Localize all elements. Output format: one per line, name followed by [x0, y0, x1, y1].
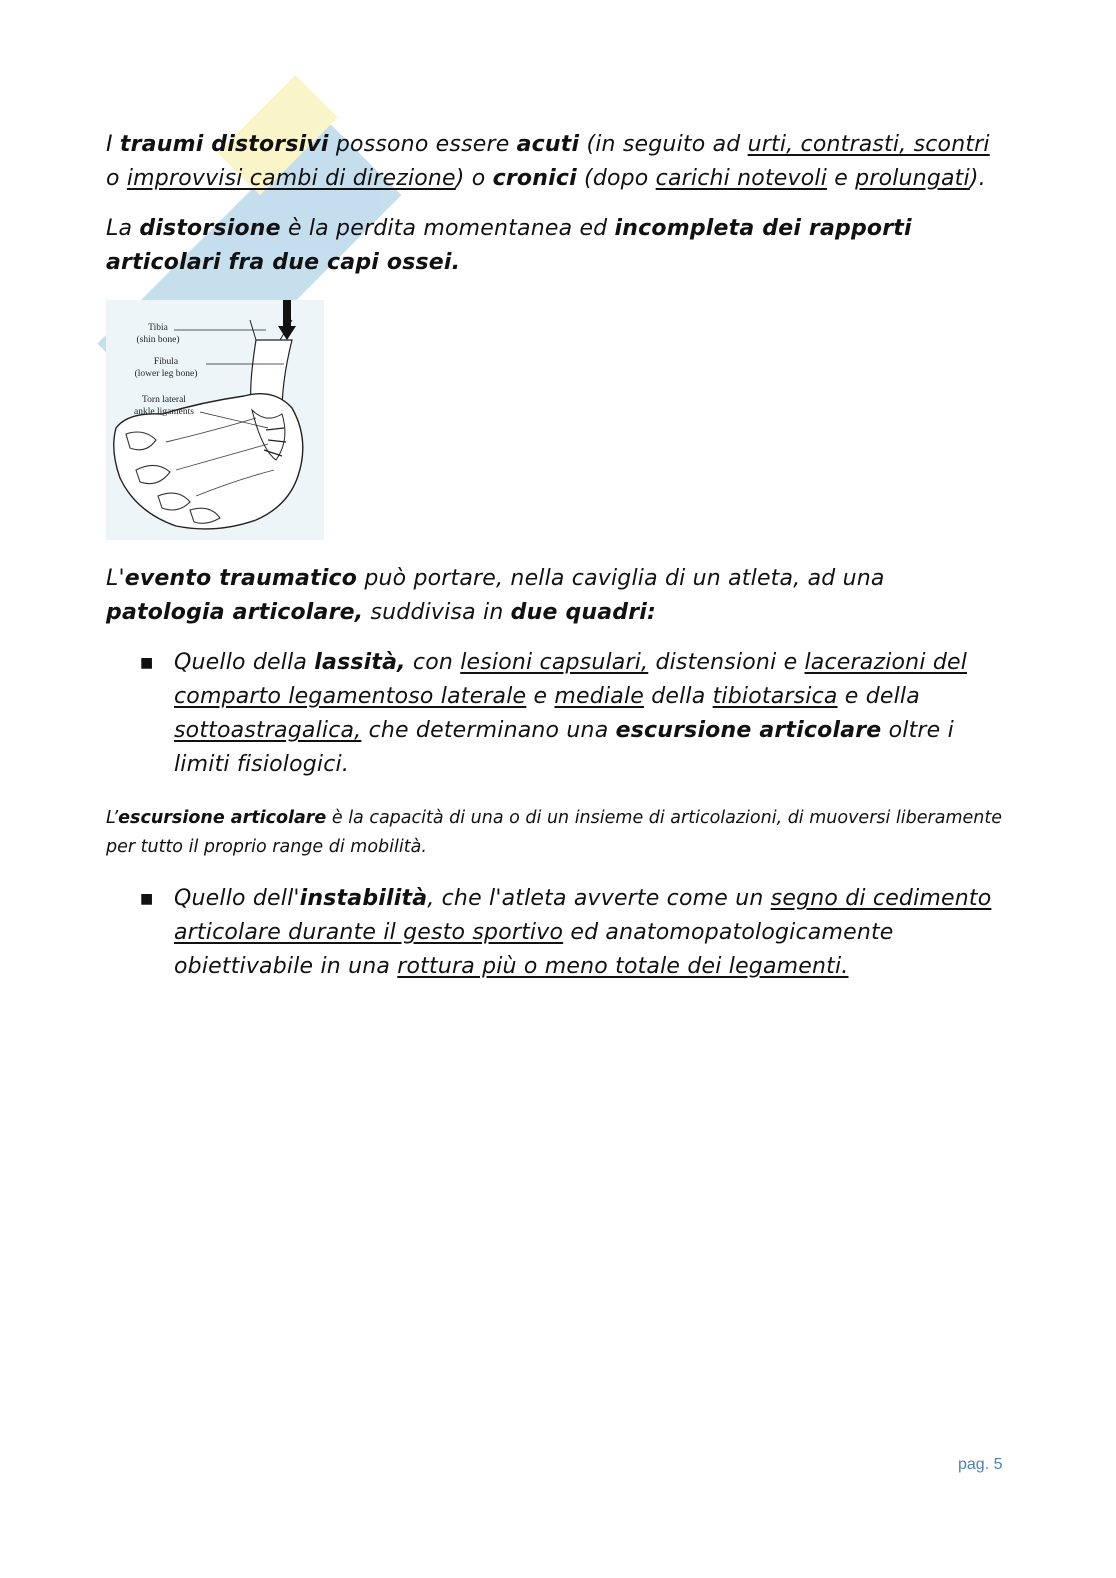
- text-run: oltre i limiti fisiologici.: [174, 718, 954, 777]
- page-number: pag. 5: [958, 1456, 1003, 1473]
- bullet-instabilita-text: [174, 882, 1006, 984]
- text-run: e: [526, 684, 555, 709]
- paragraph-traumi: [106, 128, 1006, 196]
- text-run: e della: [837, 684, 920, 709]
- text-run: distorsione: [139, 216, 281, 241]
- text-run: è la capacità di una o di un insieme di articolazioni, di muoversi liberamente per tutto il proprio range di mobilità.: [106, 808, 1002, 857]
- text-run: è la perdita momentanea ed: [280, 216, 615, 241]
- text-run: possono essere: [328, 132, 517, 157]
- figure-label-fibula: Fibula: [153, 357, 179, 367]
- text-run: instabilità: [299, 886, 428, 911]
- text-run: escursione articolare: [615, 718, 882, 743]
- bullet-lassita-text: [174, 646, 1006, 782]
- text-run: rottura più o meno totale dei legamenti.: [397, 954, 849, 979]
- text-run: I: [106, 132, 120, 157]
- text-run: o: [106, 166, 127, 191]
- figure-label-torn-lateral: Torn lateral: [142, 395, 186, 405]
- bullet-instabilita: [140, 882, 1006, 984]
- text-run: (in seguito ad: [579, 132, 748, 157]
- text-run: lassità,: [314, 650, 406, 675]
- paragraph-evento-traumatico: [106, 562, 1006, 630]
- text-run: ed anatomopatologicamente obiettivabile in una: [174, 920, 894, 979]
- text-run: incompleta dei rapporti articolari fra due capi ossei.: [106, 216, 912, 275]
- text-run: improvvisi cambi di direzione: [126, 166, 456, 191]
- text-run: che determinano una: [361, 718, 616, 743]
- bullet-marker: ■: [140, 655, 154, 671]
- text-run: La: [106, 216, 140, 241]
- text-run: suddivisa in: [363, 600, 511, 625]
- text-run: lacerazioni del comparto legamentoso laterale: [174, 650, 968, 709]
- text-run: , che l'atleta avverte come un: [427, 886, 771, 911]
- text-run: L': [106, 566, 125, 591]
- note-escursione: [106, 804, 1006, 862]
- text-run: mediale: [554, 684, 644, 709]
- text-run: escursione articolare: [118, 808, 327, 828]
- figure-label-lower-leg-bone: (lower leg bone): [134, 369, 198, 379]
- text-run: prolungati: [855, 166, 970, 191]
- text-run: L’: [106, 808, 119, 828]
- document-page: [106, 128, 1006, 984]
- figure-label-ankle-ligaments: ankle ligaments: [134, 407, 194, 417]
- text-run: traumi distorsivi: [119, 132, 329, 157]
- bullet-lassita: [140, 646, 1006, 782]
- text-run: con: [405, 650, 461, 675]
- text-run: cronici: [492, 166, 577, 191]
- text-run: acuti: [516, 132, 580, 157]
- text-run: può portare, nella caviglia di un atleta, ad una: [357, 566, 885, 591]
- text-run: ).: [969, 166, 986, 191]
- ankle-sprain-figure: [106, 300, 324, 540]
- text-run: segno di cedimento articolare durante il gesto sportivo: [174, 886, 992, 945]
- text-run: distensioni e: [648, 650, 805, 675]
- text-run: sottoastragalica,: [174, 718, 362, 743]
- text-run: patologia articolare,: [106, 600, 364, 625]
- text-run: (dopo: [576, 166, 656, 191]
- text-run: carichi notevoli: [655, 166, 828, 191]
- text-run: ) o: [455, 166, 493, 191]
- text-run: tibiotarsica: [712, 684, 838, 709]
- bullet-marker: ■: [140, 891, 154, 907]
- text-run: Quello dell': [174, 886, 300, 911]
- text-run: evento traumatico: [124, 566, 358, 591]
- text-run: della: [644, 684, 713, 709]
- text-run: urti, contrasti, scontri: [747, 132, 990, 157]
- text-run: lesioni capsulari,: [460, 650, 649, 675]
- text-run: Quello della: [174, 650, 315, 675]
- figure-label-shin-bone: (shin bone): [136, 335, 180, 345]
- text-run: e: [827, 166, 856, 191]
- text-run: due quadri:: [510, 600, 657, 625]
- figure-label-tibia: Tibia: [148, 323, 168, 333]
- paragraph-distorsione: [106, 212, 1006, 280]
